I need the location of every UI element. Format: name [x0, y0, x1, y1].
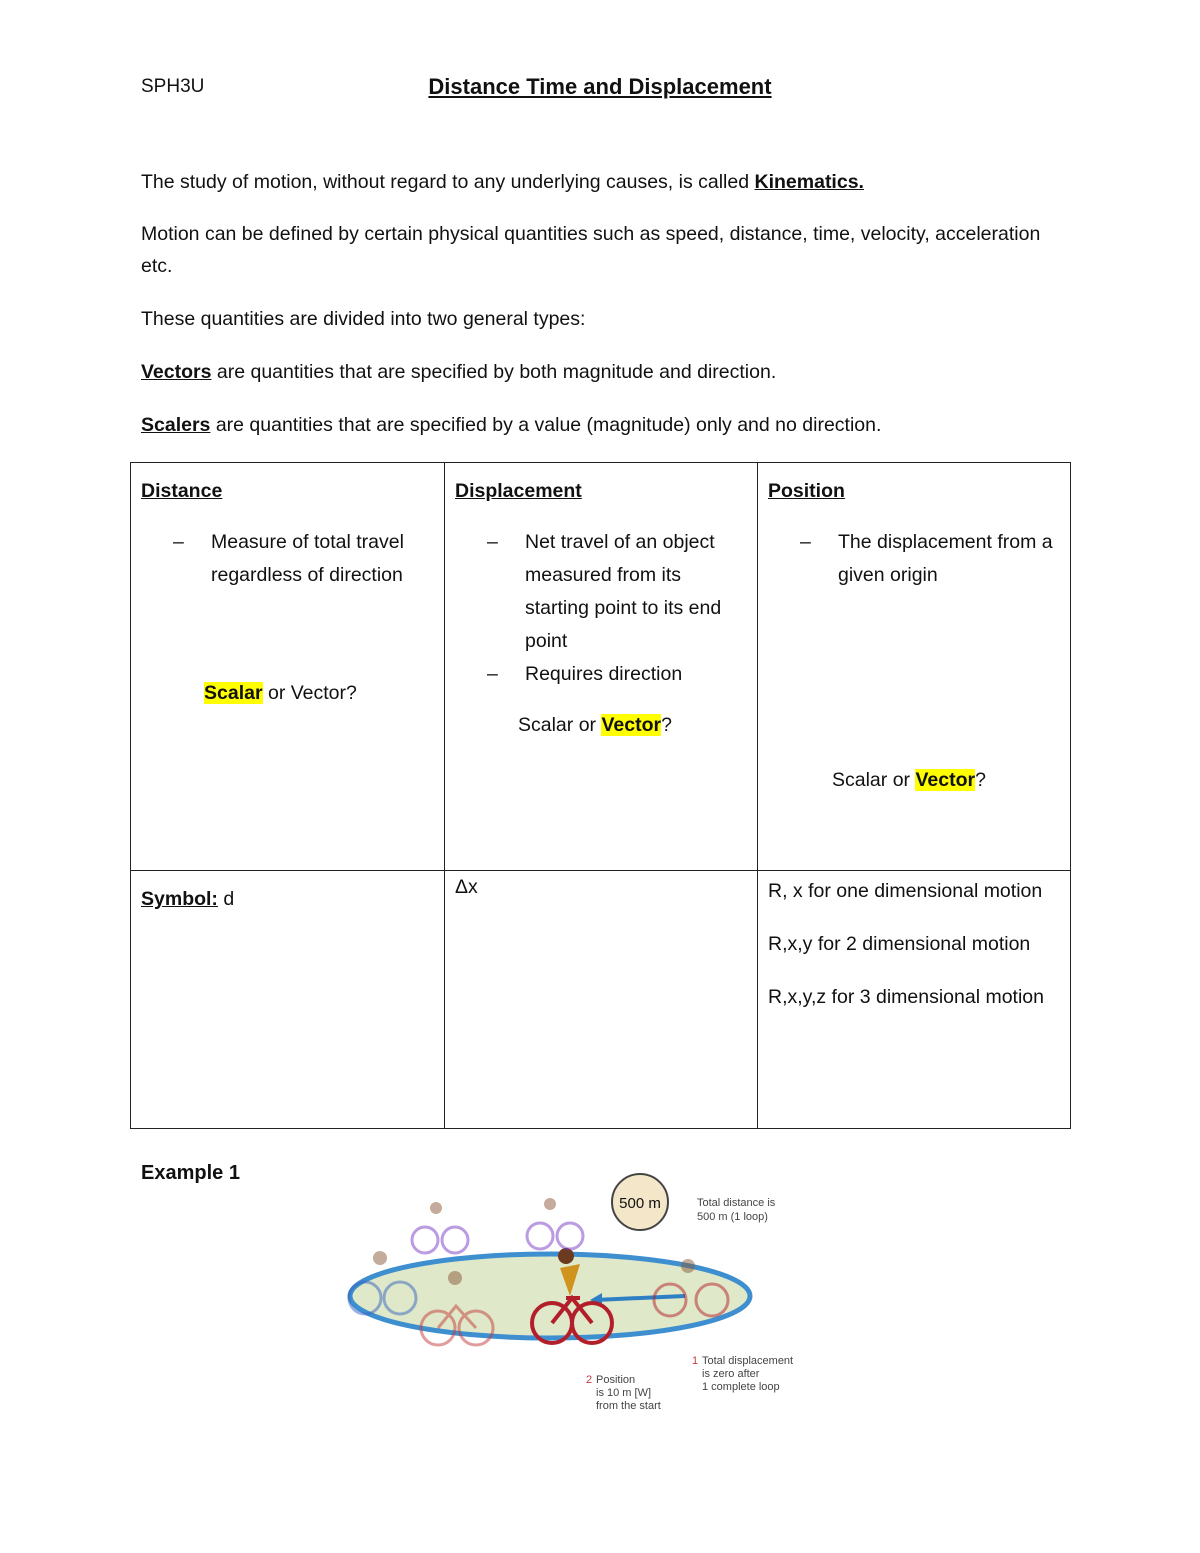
position-heading: Position [768, 480, 845, 502]
quantities-paragraph: These quantities are divided into two general types: [141, 308, 586, 330]
motion-paragraph: Motion can be defined by certain physical quantities such as speed, distance, time, velocity, acceleration etc. [141, 223, 1041, 277]
list-item: – Requires direction [525, 658, 747, 691]
symbol-position-2d: R,x,y for 2 dimensional motion [768, 933, 1031, 955]
vectors-term: Vectors [141, 361, 212, 383]
list-item: – The displacement from a given origin [838, 526, 1060, 592]
position-cell [758, 463, 1071, 871]
symbol-position-1d: R, x for one dimensional motion [768, 880, 1043, 902]
displacement-answer: Vector [601, 714, 662, 736]
symbol-displacement: Δx [455, 876, 478, 898]
list-item: – Net travel of an object measured from its starting point to its end point [525, 526, 747, 658]
distance-question [141, 677, 434, 710]
position-question-post: ? [975, 769, 986, 791]
symbol-position-cell [758, 871, 1071, 1129]
distance-bullets [141, 526, 434, 592]
example-label: Example 1 [141, 1162, 240, 1184]
position-question [768, 764, 1060, 797]
note1-line2: is zero after [702, 1368, 760, 1380]
distance-answer: Scalar [204, 682, 263, 704]
distance-cell [131, 463, 445, 871]
table-row [131, 871, 1071, 1129]
displacement-cell [445, 463, 758, 871]
course-code: SPH3U [141, 76, 205, 97]
list-item: – Measure of total travel regardless of direction [211, 526, 434, 592]
symbol-distance-cell [131, 871, 445, 1129]
note2-number: 2 [586, 1374, 593, 1386]
kinematics-term: Kinematics. [754, 171, 864, 193]
displacement-heading: Displacement [455, 480, 582, 502]
scalers-definition: are quantities that are specified by a value (magnitude) only and no direction. [210, 414, 882, 436]
note1-number: 1 [692, 1355, 699, 1367]
badge-text: 500 m [619, 1195, 661, 1212]
displacement-question-post: ? [661, 714, 672, 736]
position-question-pre: Scalar or [832, 769, 916, 791]
note-distance-line1: Total distance is [697, 1197, 776, 1209]
track-illustration [340, 1168, 810, 1418]
displacement-bullets [455, 526, 747, 691]
position-bullets [768, 526, 1060, 592]
scalers-paragraph [141, 409, 1061, 441]
position-answer: Vector [915, 769, 976, 791]
vectors-paragraph [141, 356, 1061, 388]
distance-question-rest: or Vector? [262, 682, 357, 704]
displacement-question-pre: Scalar or [518, 714, 602, 736]
note2-line1: Position [596, 1374, 636, 1386]
symbol-distance: d [217, 888, 235, 910]
note1-line3: 1 complete loop [702, 1381, 780, 1393]
symbol-position-3d: R,x,y,z for 3 dimensional motion [768, 986, 1044, 1008]
note2-line2: is 10 m [W] [596, 1387, 652, 1399]
scalers-term: Scalers [141, 414, 211, 436]
note1-line1: Total displacement [702, 1355, 794, 1367]
displacement-question [455, 709, 747, 742]
distance-heading: Distance [141, 480, 223, 502]
kinematics-paragraph [141, 166, 1061, 198]
quantities-table [130, 462, 1071, 1129]
vectors-definition: are quantities that are specified by both magnitude and direction. [211, 361, 777, 383]
note-distance-line2: 500 m (1 loop) [697, 1211, 768, 1223]
page-title: Distance Time and Displacement [428, 74, 772, 99]
table-row [131, 463, 1071, 871]
note2-line3: from the start [596, 1400, 661, 1412]
symbol-displacement-cell [445, 871, 758, 1129]
symbol-label: Symbol: [141, 888, 218, 910]
kinematics-text: The study of motion, without regard to any underlying causes, is called [141, 171, 755, 193]
